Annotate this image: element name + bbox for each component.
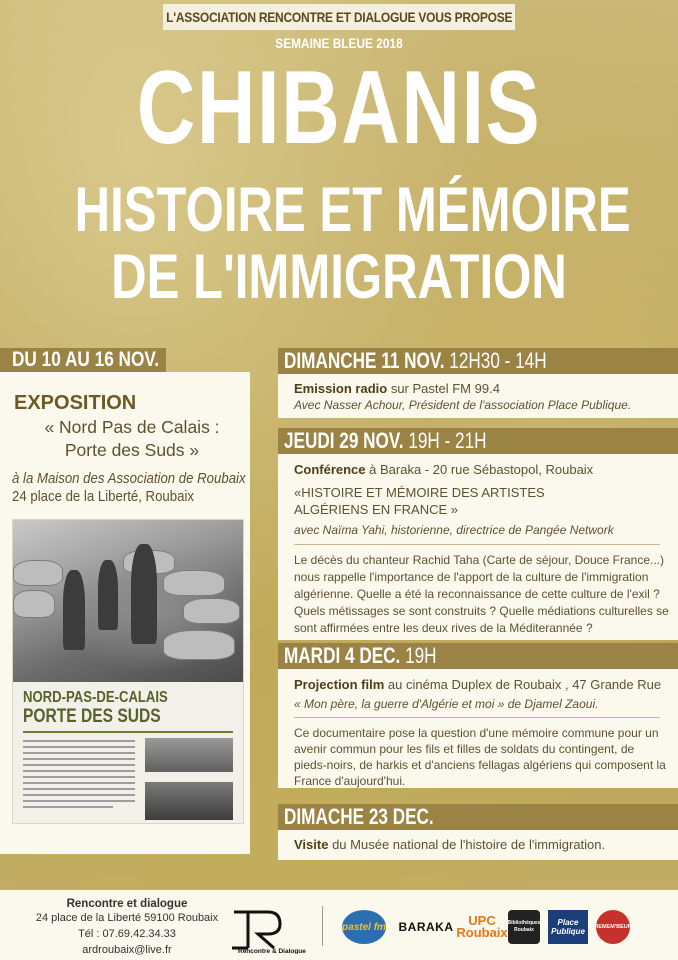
- sandbag-shape: [13, 560, 63, 586]
- sponsor-logo-remembeur: REMEM'BEUR: [596, 910, 630, 944]
- event-1-guest: Avec Nasser Achour, Président de l'association Place Publique.: [294, 398, 632, 412]
- divider: [294, 717, 660, 718]
- logo-graphic: [228, 898, 308, 954]
- text-line: [23, 788, 135, 790]
- sponsor-logo-baraka: BARAKA: [398, 920, 454, 934]
- text-line: [23, 740, 135, 742]
- poster-divider: [23, 731, 233, 733]
- event-2-talk-title: «HISTOIRE ET MÉMOIRE DES ARTISTES ALGÉRIENS EN FRANCE »: [294, 485, 545, 517]
- event-1-type: Emission radio: [294, 381, 388, 396]
- event-3-description: Ce documentaire pose la question d'une mémoire commune pour un avenir commun pour les fils et filles de soldats du contingent, de pieds-noirs, de harkis et d'anciens fellagas algériens qui composent la France d'aujourd'hui.: [294, 726, 666, 788]
- text-line: [23, 782, 135, 784]
- event-4-panel: [278, 830, 678, 860]
- text-line: [23, 752, 135, 754]
- event-3-where: au cinéma Duplex de Roubaix , 47 Grande Rue: [387, 677, 662, 692]
- event-1-panel: [278, 374, 678, 418]
- exhibition-venue: à la Maison des Association de Roubaix: [12, 470, 246, 487]
- sandbag-shape: [163, 570, 225, 596]
- text-line: [23, 746, 135, 748]
- event-3-headline: [294, 676, 670, 693]
- divider: [294, 544, 660, 545]
- soldier-figure: [98, 560, 118, 630]
- trench-photo: [13, 520, 243, 682]
- event-3-day: MARDI 4 DEC.: [284, 643, 401, 668]
- exhibition-name-line-2: Porte des Suds »: [64, 440, 200, 460]
- event-4-where: du Musée national de l'histoire de l'immigration.: [332, 837, 606, 852]
- event-2-description: Le décès du chanteur Rachid Taha (Carte de séjour, Douce France...) nous rappelle l'importance de l'apport de la culture de l'immigration algérienne. Quelle a été la reconnaissance de cette culture de l'exil ? Quels métissages se sont construits ? Quelle médiations culturelles se sont affirmées entre les deux rives de la Méditerannée ?: [294, 553, 669, 635]
- poster-title-line-1: NORD-PAS-DE-CALAIS: [23, 689, 168, 706]
- event-4-day-bar: [278, 804, 678, 830]
- logo-text: Rencontre & Dialogue: [238, 948, 306, 954]
- text-line: [23, 776, 135, 778]
- event-2-panel: [278, 454, 678, 640]
- poster-photo-small: [145, 738, 233, 772]
- rencontre-dialogue-logo: [228, 898, 308, 954]
- text-line: [23, 800, 135, 802]
- footer-address: 24 place de la Liberté 59100 Roubaix: [35, 912, 219, 924]
- event-2-where: à Baraka - 20 rue Sébastopol, Roubaix: [369, 462, 594, 477]
- text-line: [23, 794, 135, 796]
- exhibition-label: EXPOSITION: [14, 392, 137, 414]
- week-label: SEMAINE BLEUE 2018: [275, 36, 403, 51]
- event-2-type: Conférence: [294, 462, 366, 477]
- text-line: [23, 758, 135, 760]
- sponsor-logo-bibliotheques: Bibliothèques Roubaix: [508, 910, 540, 944]
- presenter-text: L'ASSOCIATION RENCONTRE ET DIALOGUE VOUS PROPOSE: [165, 9, 513, 25]
- event-1-time: 12H30 - 14H: [449, 348, 547, 373]
- event-2-headline: [294, 461, 670, 478]
- event-3-day-bar: [278, 643, 678, 669]
- exhibition-poster-image: [12, 519, 244, 824]
- event-2-day-bar: [278, 428, 678, 454]
- event-3-type: Projection film: [294, 677, 385, 692]
- exhibition-dates-bar: [0, 348, 166, 372]
- footer-email[interactable]: ardroubaix@live.fr: [82, 944, 172, 956]
- event-3-panel: [278, 669, 678, 788]
- sponsor-logo-upc: UPC Roubaix: [456, 913, 508, 940]
- poster-title-line-2: PORTE DES SUDS: [23, 706, 161, 727]
- event-4-day: DIMACHE 23 DEC.: [284, 804, 434, 829]
- event-1-headline: [294, 380, 670, 397]
- exhibition-dates: DU 10 AU 16 NOV.: [12, 348, 160, 371]
- event-2-time: 19H - 21H: [408, 428, 487, 453]
- event-4-type: Visite: [294, 837, 329, 852]
- soldier-figure: [63, 570, 85, 650]
- event-3-film: « Mon père, la guerre d'Algérie et moi » de Djamel Zaoui.: [294, 697, 599, 711]
- text-line: [23, 770, 135, 772]
- soldier-figure: [131, 544, 157, 644]
- presenter-banner: [163, 4, 515, 30]
- main-title: CHIBANIS: [136, 50, 542, 166]
- event-4-headline: [294, 836, 670, 853]
- subtitle-line-1: HISTOIRE ET MÉMOIRE: [74, 175, 631, 245]
- sandbag-shape: [183, 598, 240, 624]
- sponsor-logo-pastel: pastel fm: [342, 910, 386, 944]
- event-1-day: DIMANCHE 11 NOV.: [284, 348, 445, 373]
- poster-photo-small: [145, 782, 233, 820]
- sandbag-shape: [13, 590, 55, 618]
- event-1-day-bar: [278, 348, 678, 374]
- poster-title: [23, 688, 223, 732]
- event-2-day: JEUDI 29 NOV.: [284, 428, 404, 453]
- exhibition-name-line-1: « Nord Pas de Calais :: [44, 417, 220, 437]
- event-1-where: sur Pastel FM 99.4: [390, 381, 500, 396]
- sponsor-logo-place-publique: Place Publique: [548, 910, 588, 944]
- subtitle-line-2: DE L'IMMIGRATION: [111, 242, 567, 312]
- exhibition-address: 24 place de la Liberté, Roubaix: [12, 488, 194, 505]
- text-line: [23, 764, 135, 766]
- text-line: [23, 806, 113, 808]
- footer-divider: [322, 906, 323, 946]
- footer-org-name: Rencontre et dialogue: [66, 898, 188, 910]
- footer-phone: Tél : 07.69.42.34.33: [78, 928, 176, 940]
- sandbag-shape: [163, 630, 235, 660]
- event-3-time: 19H: [405, 643, 437, 668]
- event-2-guest: avec Naïma Yahi, historienne, directrice de Pangée Network: [294, 523, 614, 537]
